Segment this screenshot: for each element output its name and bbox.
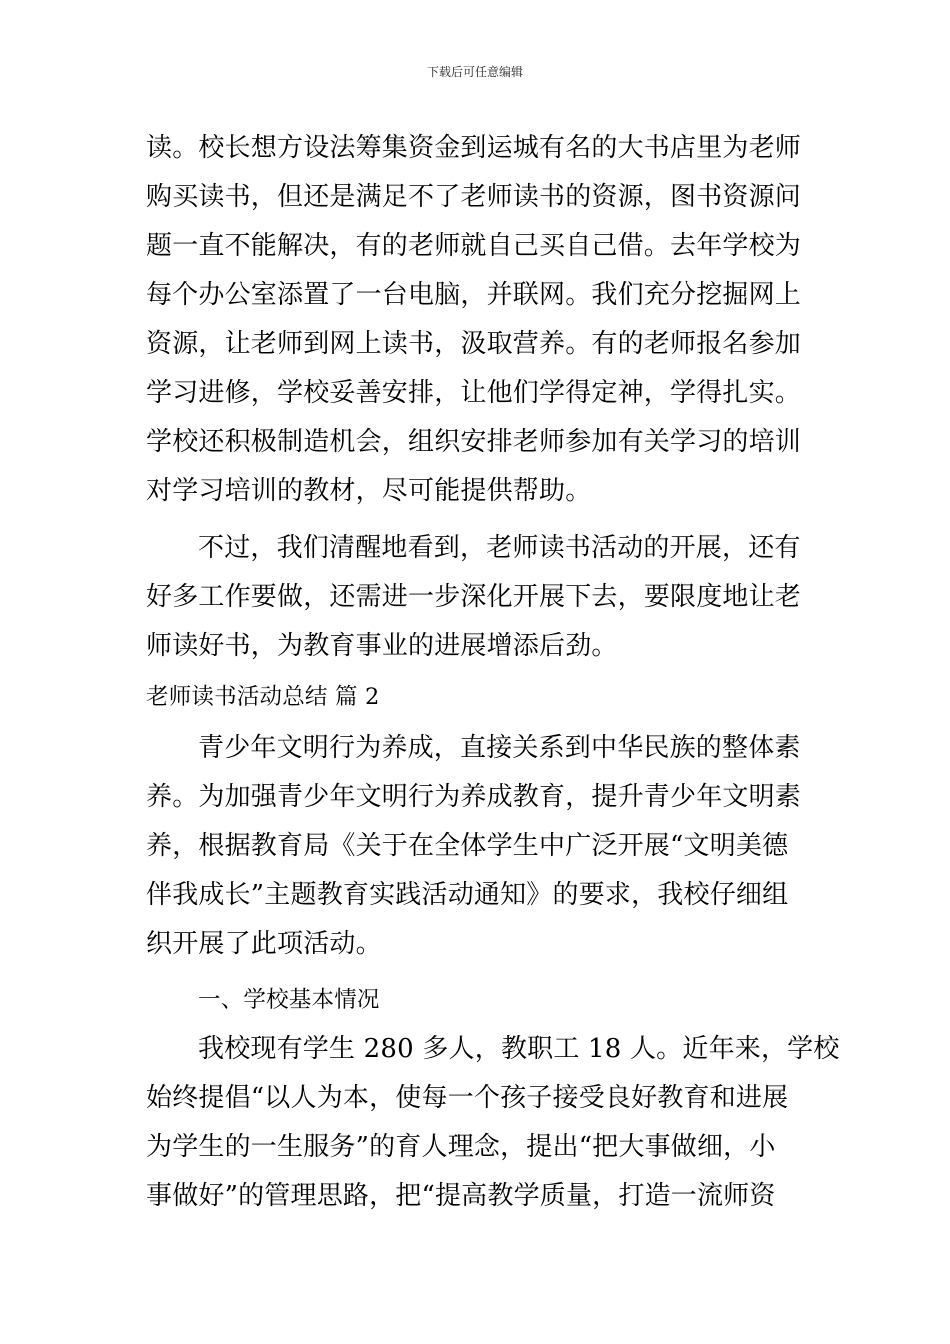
subsection-heading: 一、学校基本情况 (198, 987, 380, 1013)
body-line: 为学生的一生服务”的育人理念，提出“把大事做细，小 (146, 1132, 776, 1162)
body-line: 购买读书，但还是满足不了老师读书的资源，图书资源问 (146, 182, 802, 212)
body-line: 每个办公室添置了一台电脑，并联网。我们充分挖掘网上 (146, 280, 802, 310)
body-line: 始终提倡“以人为本，使每一个孩子接受良好教育和进展 (146, 1083, 789, 1113)
body-line: 学校还积极制造机会，组织安排老师参加有关学习的培训 (146, 427, 802, 457)
body-line: 伴我成长”主题教育实践活动通知》的要求，我校仔细组 (146, 880, 789, 910)
page-header-note: 下载后可任意编辑 (426, 65, 523, 79)
body-line: 对学习培训的教材，尽可能提供帮助。 (146, 476, 592, 506)
body-line: 资源，让老师到网上读书，汲取营养。有的老师报名参加 (146, 329, 802, 359)
paragraph-first-line: 青少年文明行为养成，直接关系到中华民族的整体素 (198, 733, 801, 763)
body-line: 好多工作要做，还需进一步深化开展下去，要限度地让老 (146, 582, 802, 612)
body-line: 事做好”的管理思路，把“提高教学质量，打造一流师资 (146, 1181, 776, 1211)
body-line: 读。校长想方设法筹集资金到运城有名的大书店里为老师 (146, 133, 802, 163)
body-line: 题一直不能解决，有的老师就自己买自己借。去年学校为 (146, 231, 802, 261)
section-heading: 老师读书活动总结 篇 2 (146, 684, 380, 710)
body-line: 织开展了此项活动。 (146, 929, 382, 959)
body-line: 学习进修，学校妥善安排，让他们学得定神，学得扎实。 (146, 378, 802, 408)
paragraph-first-line: 不过，我们清醒地看到，老师读书活动的开展，还有 (198, 533, 801, 563)
body-line: 养。为加强青少年文明行为养成教育，提升青少年文明素 (146, 782, 802, 812)
paragraph-first-line: 我校现有学生 280 多人，教职工 18 人。近年来，学校 (198, 1034, 840, 1064)
body-line: 养，根据教育局《关于在全体学生中广泛开展“文明美德 (146, 831, 789, 861)
body-line: 师读好书，为教育事业的进展增添后劲。 (146, 631, 618, 661)
